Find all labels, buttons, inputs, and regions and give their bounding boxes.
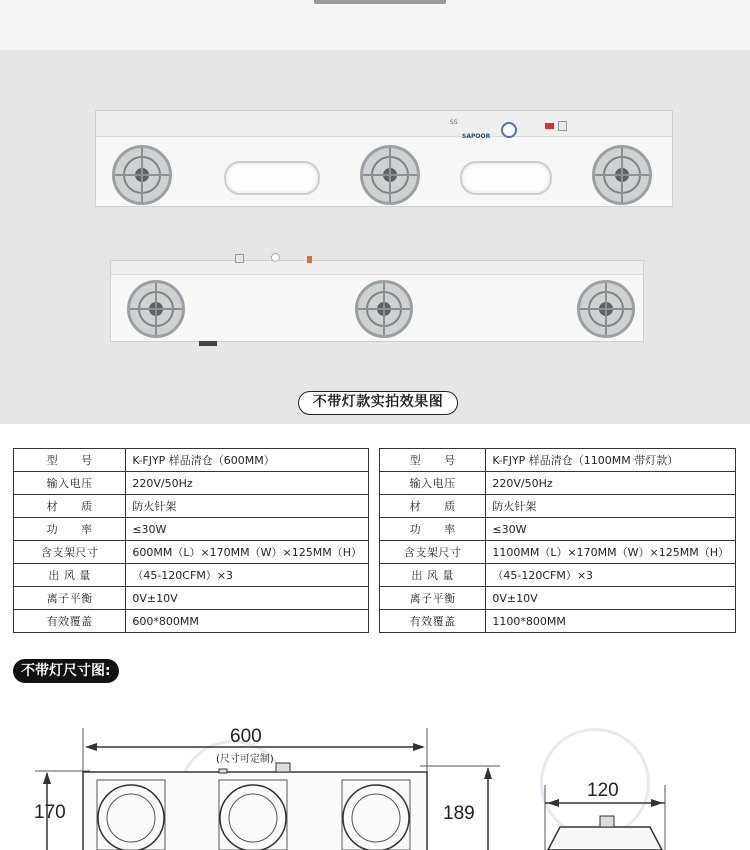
table-row	[14, 541, 369, 564]
table-row	[14, 518, 369, 541]
spec-key: 型 号	[380, 449, 486, 472]
ionizer-unit-with-windows	[95, 110, 673, 207]
length-note: (尺寸可定制)	[216, 754, 274, 765]
spec-value: 1100*800MM	[486, 610, 736, 633]
fan-icon	[355, 280, 413, 338]
spec-value: K-FJYP 样品清仓（1100MM 带灯款）	[486, 449, 736, 472]
unit-top-lid	[96, 111, 672, 137]
spec-key: 有效覆盖	[14, 610, 126, 633]
spec-value: 0V±10V	[486, 587, 736, 610]
spec-value: 0V±10V	[126, 587, 369, 610]
small-label: SS	[450, 119, 458, 126]
spec-key: 含支架尺寸	[14, 541, 126, 564]
fan-icon	[127, 280, 185, 338]
spec-table-1100	[379, 448, 736, 633]
spec-key: 功 率	[380, 518, 486, 541]
spec-value: 防火针架	[486, 495, 736, 518]
table-row	[380, 518, 736, 541]
spec-value: （45-120CFM）×3	[486, 564, 736, 587]
spec-key: 离子平衡	[380, 587, 486, 610]
spec-value: K-FJYP 样品清仓（600MM）	[126, 449, 369, 472]
table-row	[14, 495, 369, 518]
indicator-light-icon	[307, 256, 312, 263]
spec-key: 离子平衡	[14, 587, 126, 610]
spec-value: ≤30W	[126, 518, 369, 541]
spec-value: 600MM（L）×170MM（W）×125MM（H）	[126, 541, 369, 564]
height-right-value: 189	[443, 803, 475, 824]
indicator-light-icon	[545, 123, 554, 129]
table-row	[380, 587, 736, 610]
depth-value: 120	[587, 780, 619, 801]
table-row	[14, 564, 369, 587]
length-value: 600	[230, 726, 262, 747]
spec-key: 含支架尺寸	[380, 541, 486, 564]
product-photo	[0, 50, 750, 424]
section-title: 不带灯尺寸图:	[13, 659, 119, 683]
table-row	[380, 495, 736, 518]
table-row	[14, 449, 369, 472]
fan-icon	[112, 145, 172, 205]
table-row	[380, 610, 736, 633]
ionizer-unit-plain	[110, 260, 644, 342]
spec-value: ≤30W	[486, 518, 736, 541]
spec-key: 材 质	[14, 495, 126, 518]
knob-icon	[501, 122, 517, 138]
spec-value: 220V/50Hz	[126, 472, 369, 495]
table-row	[380, 541, 736, 564]
spec-key: 输入电压	[14, 472, 126, 495]
spec-value: 防火针架	[126, 495, 369, 518]
height-left-value: 170	[34, 802, 66, 823]
photo-caption: 不带灯款实拍效果图	[298, 391, 458, 415]
table-row	[14, 587, 369, 610]
brand-label: SAPOOR	[462, 133, 491, 140]
spec-value: （45-120CFM）×3	[126, 564, 369, 587]
spec-value: 220V/50Hz	[486, 472, 736, 495]
scroll-indicator	[314, 0, 446, 4]
power-cord-plug	[199, 341, 217, 346]
fan-icon	[360, 145, 420, 205]
dimension-drawing	[0, 700, 750, 850]
unit-top-lid	[111, 261, 643, 275]
table-row	[380, 472, 736, 495]
spec-key: 有效覆盖	[380, 610, 486, 633]
knob-icon	[271, 253, 280, 262]
spec-key: 功 率	[14, 518, 126, 541]
fan-icon	[577, 280, 635, 338]
table-row	[380, 564, 736, 587]
power-switch-icon	[235, 254, 244, 263]
spec-key: 出 风 量	[14, 564, 126, 587]
fan-icon	[592, 145, 652, 205]
spec-key: 出 风 量	[380, 564, 486, 587]
spec-key: 输入电压	[380, 472, 486, 495]
light-window	[224, 161, 320, 195]
table-row	[14, 472, 369, 495]
spec-value: 1100MM（L）×170MM（W）×125MM（H）	[486, 541, 736, 564]
spec-table-600	[13, 448, 369, 633]
table-row	[380, 449, 736, 472]
top-strip	[0, 0, 750, 50]
spec-key: 型 号	[14, 449, 126, 472]
power-switch-icon	[558, 121, 567, 131]
spec-key: 材 质	[380, 495, 486, 518]
dimension-lines	[0, 700, 750, 850]
spec-value: 600*800MM	[126, 610, 369, 633]
light-window	[460, 161, 552, 195]
table-row	[14, 610, 369, 633]
